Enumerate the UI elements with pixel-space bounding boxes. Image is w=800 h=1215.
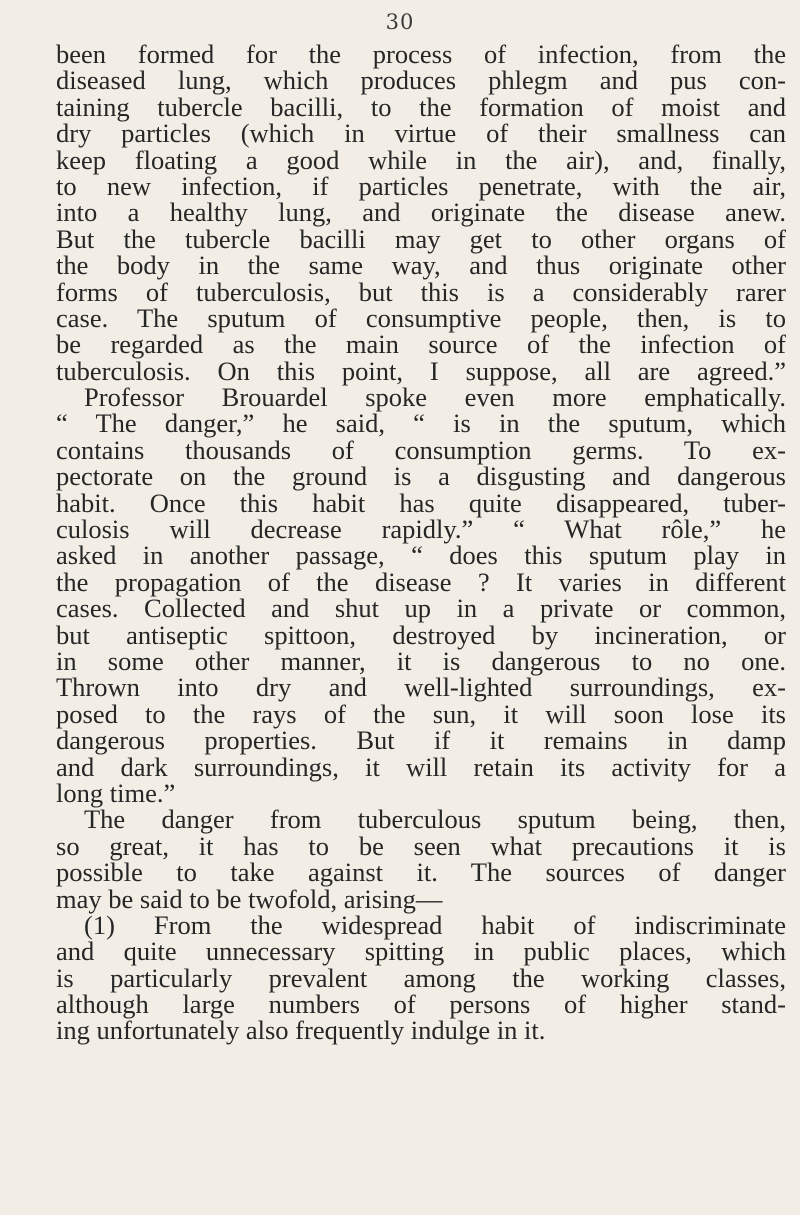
text-line: and dark surroundings, it will retain its activity for a (56, 751, 786, 782)
text-line: culosis will decrease rapidly.” “ What rôle,” he (56, 514, 786, 545)
page-number: 30 (385, 10, 415, 34)
text-line: pectorate on the ground is a disgusting and dangerous (56, 461, 786, 492)
text-line: tuberculosis. On this point, I suppose, all are agreed.” (56, 355, 786, 386)
text-line: is particularly prevalent among the working classes, (56, 962, 786, 993)
text-line: habit. Once this habit has quite disappeared, tuber- (56, 487, 786, 518)
text-line: (1) From the widespread habit of indiscriminate (84, 909, 786, 940)
text-line: been formed for the process of infection, from the (56, 39, 786, 69)
text-line: the propagation of the disease ? It varies in different (56, 566, 786, 597)
text-line: case. The sputum of consumptive people, then, is to (56, 302, 786, 333)
body-text (56, 41, 786, 1044)
text-line: into a healthy lung, and originate the disease anew. (56, 197, 786, 228)
text-line: diseased lung, which produces phlegm and pus con- (56, 65, 786, 96)
text-line: to new infection, if particles penetrate, with the air, (56, 170, 786, 201)
text-line: The danger from tuberculous sputum being, then, (84, 804, 786, 835)
text-line: posed to the rays of the sun, it will soon lose its (56, 698, 786, 729)
text-line: keep floating a good while in the air), and, finally, (56, 144, 786, 175)
text-line: be regarded as the main source of the infection of (56, 329, 786, 360)
text-line: dangerous properties. But if it remains in damp (56, 725, 786, 756)
text-line: forms of tuberculosis, but this is a considerably rarer (56, 276, 786, 307)
text-line: contains thousands of consumption germs. To ex- (56, 434, 786, 465)
text-line: asked in another passage, “ does this sputum play in (56, 540, 786, 571)
text-line: in some other manner, it is dangerous to no one. (56, 645, 786, 676)
text-line: Professor Brouardel spoke even more emphatically. (84, 382, 786, 413)
text-line: the body in the same way, and thus originate other (56, 250, 786, 281)
text-line: so great, it has to be seen what precautions it is (56, 830, 786, 861)
text-line: although large numbers of persons of higher stand- (56, 989, 786, 1020)
text-line: but antiseptic spittoon, destroyed by incineration, or (56, 619, 786, 650)
text-line: ing unfortunately also frequently indulge in it. (56, 1015, 546, 1046)
text-line: Thrown into dry and well-lighted surroundings, ex- (56, 672, 786, 703)
text-line: taining tubercle bacilli, to the formation of moist and (56, 91, 786, 122)
text-line: possible to take against it. The sources of danger (56, 857, 786, 888)
text-line: cases. Collected and shut up in a private or common, (56, 593, 786, 624)
text-line: long time.” (56, 777, 176, 808)
text-line: dry particles (which in virtue of their smallness can (56, 118, 786, 149)
text-line: “ The danger,” he said, “ is in the sputum, which (56, 408, 786, 439)
text-line: But the tubercle bacilli may get to other organs of (56, 223, 786, 254)
text-line: may be said to be twofold, arising— (56, 883, 443, 914)
text-line: and quite unnecessary spitting in public places, which (56, 936, 786, 967)
